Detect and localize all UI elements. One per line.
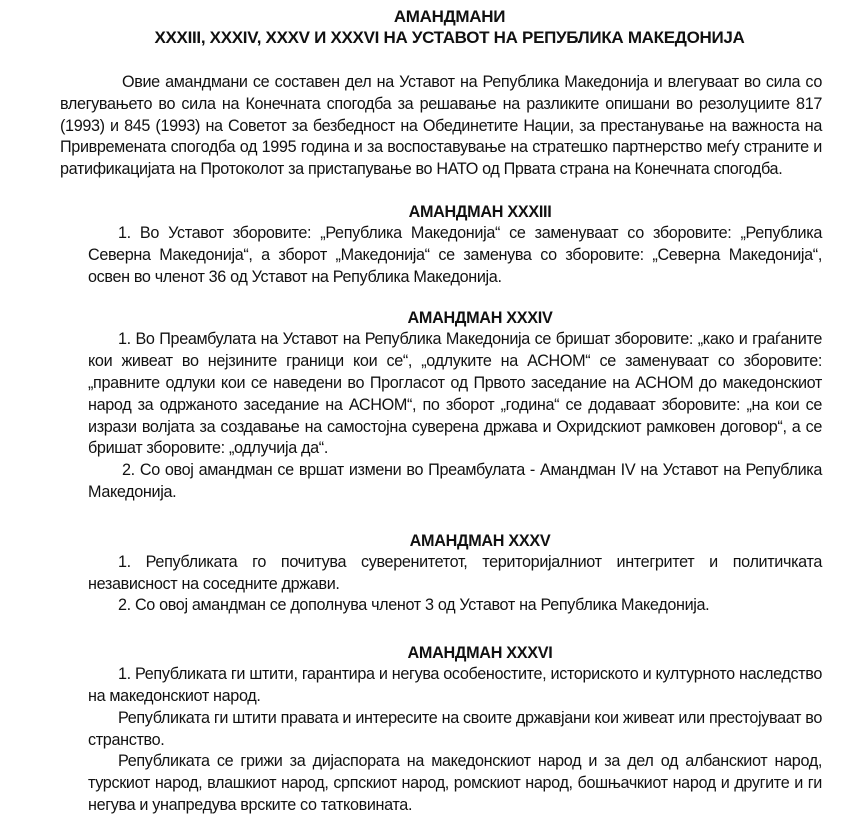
amendment-heading: АМАНДМАН XXXIII [408,202,552,221]
amendment-paragraph: 2. Со овој амандман се вршат измени во Преамбулата - Амандман IV на Уставот на Република Македонија. [88,461,822,501]
amendment-heading: АМАНДМАН XXXIV [407,309,553,328]
amendment-xxxv [88,530,822,617]
amendment-paragraph: 2. Со овој амандман се дополнува членот 3 од Уставот на Република Македонија. [118,596,710,615]
amendment-paragraph: 1. Во Преамбулата на Уставот на Република Македонија се бришат зборовите: „како и граѓаните кои живеат во нејзините граници кои се“, „одлуките на АСНОМ“ се заменуваат со зборовите: „правните одлуки кои се наведени во Прогласот од Првото заседание на АСНОМ до македонскиот народ за одржаното заседание на АСНОМ“, по зборот „година“ се додаваат зборовите: „на кои се изрази волјата за создавање на самостојна суверена држава и Охридскиот рамковен договор“, а се бришат зборовите: „одлучија да“. [88,330,822,458]
amendment-paragraph: Републиката ги штити правата и интересите на своите државјани кои живеат или престојуваат во странство. [88,708,822,749]
amendment-heading: АМАНДМАН XXXVI [407,644,553,663]
amendment-xxxvi [88,642,822,817]
amendment-paragraph: Републиката се грижи за дијаспората на македонскиот народ и за дел од албанскиот народ, турскиот народ, влашкиот народ, српскиот народ, ромскиот народ, бошњачкиот народ и другите и ги негува и унапредува врските со татковината. [88,752,822,814]
intro-paragraph: Овие амандмани се составен дел на Уставот на Република Македонија и влегуваат во сила со влегувањето во сила на Конечната спогодба за решавање на разликите опишани во резолуциите 817 (1993) и 845 (1993) на Советот за безбедност на Обединетите Нации, за престанување на важноста на Привремената спогодба од 1995 година и за воспоставување на стратешко партнерство меѓу страните и ратификацијата на Протоколот за пристапување во НАТО од Првата страна на Конечната спогодба. [60,73,822,179]
amendment-paragraph: 1. Републиката ги штити, гарантира и негува особеностите, историското и културното наследство на македонскиот народ. [88,665,822,705]
amendment-heading: АМАНДМАН XXXV [409,531,551,550]
document-subtitle: XXXIII, XXXIV, XXXV И XXXVI НА УСТАВОТ НА РЕПУБЛИКА МАКЕДОНИЈА [154,28,745,47]
amendment-xxxiv [88,307,822,503]
amendment-paragraph: 1. Во Уставот зборовите: „Република Македонија“ се заменуваат со зборовите: „Република Северна Македонија“, а зборот „Македонија“ се заменува со зборовите: „Северна Македонија“, освен во членот 36 од Уставот на Република Македонија. [88,223,822,286]
amendment-xxxiii [88,201,822,288]
amendment-paragraph: 1. Републиката го почитува суверенитетот, територијалниот интегритет и политичката независност на соседните држави. [88,552,822,593]
document-title: АМАНДМАНИ [393,7,506,26]
